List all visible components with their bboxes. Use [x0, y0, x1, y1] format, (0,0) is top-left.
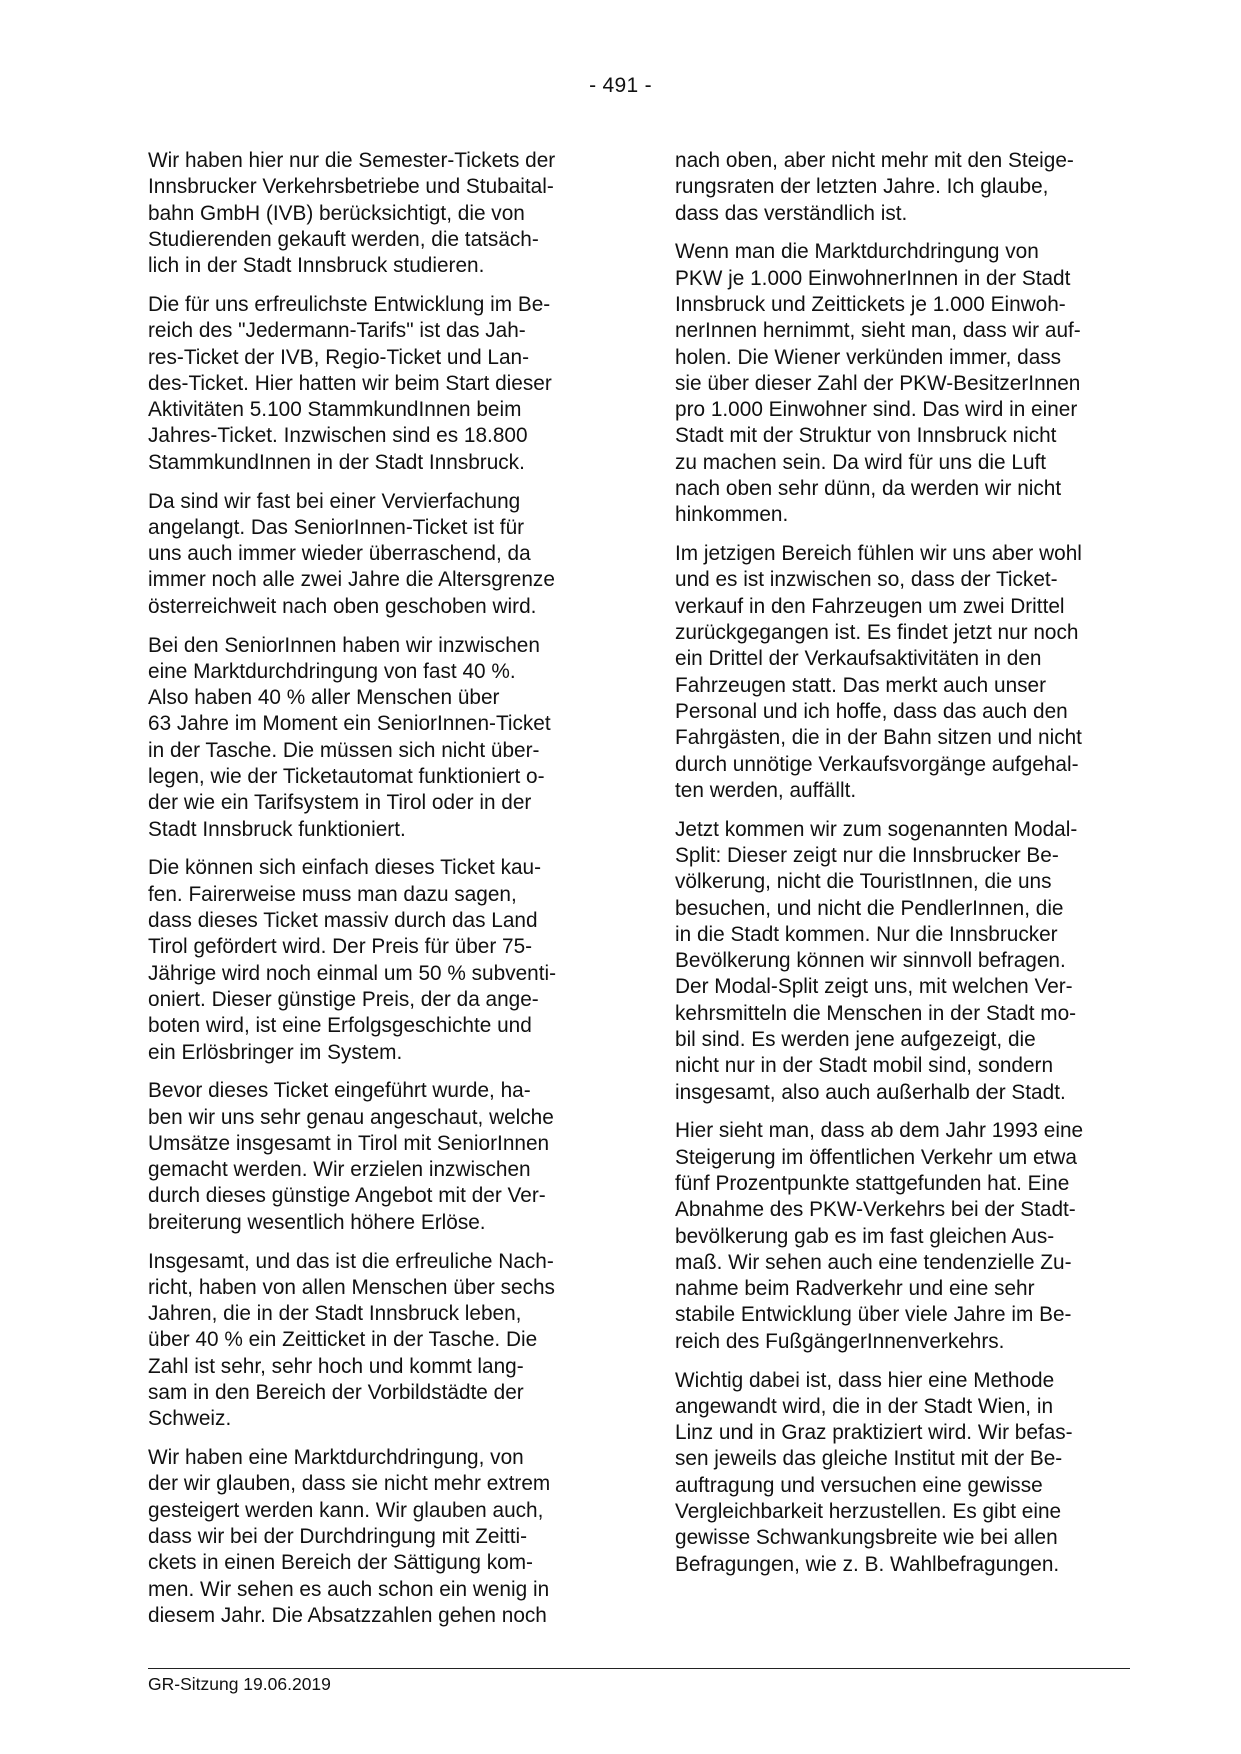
text-line: sie über dieser Zahl der PKW-BesitzerInnen [675, 371, 1081, 395]
text-line: diesem Jahr. Die Absatzzahlen gehen noch [148, 1603, 547, 1627]
text-line: boten wird, ist eine Erfolgsgeschichte und [148, 1014, 532, 1038]
text-line: holen. Die Wiener verkünden immer, dass [675, 345, 1062, 369]
text-line: ten werden, auffällt. [675, 778, 857, 802]
text-line: men. Wir sehen es auch schon ein wenig in [148, 1577, 550, 1601]
text-line: bevölkerung gab es im fast gleichen Aus- [675, 1224, 1055, 1248]
text-line: gemacht werden. Wir erzielen inzwischen [148, 1158, 531, 1182]
text-line: Wichtig dabei ist, dass hier eine Methode [675, 1368, 1055, 1392]
text-line: ben wir uns sehr genau angeschaut, welche [148, 1105, 554, 1129]
text-line: PKW je 1.000 EinwohnerInnen in der Stadt [675, 266, 1071, 290]
text-line: ein Erlösbringer im System. [148, 1040, 403, 1064]
paragraph [675, 239, 1125, 528]
text-line: rungsraten der letzten Jahre. Ich glaube, [675, 175, 1049, 199]
text-line: ein Drittel der Verkaufsaktivitäten in den [675, 647, 1042, 671]
paragraph [148, 292, 598, 476]
text-line: verkauf in den Fahrzeugen um zwei Drittel [675, 594, 1065, 618]
text-line: Der Modal-Split zeigt uns, mit welchen Ver- [675, 975, 1073, 999]
text-line: legen, wie der Ticketautomat funktioniert o- [148, 765, 545, 789]
text-line: Stadt Innsbruck funktioniert. [148, 817, 406, 841]
text-line: nahme beim Radverkehr und eine sehr [675, 1277, 1035, 1301]
text-line: Personal und ich hoffe, dass das auch den [675, 699, 1068, 723]
paragraph [148, 1445, 598, 1629]
text-line: dass dieses Ticket massiv durch das Land [148, 909, 538, 933]
text-line: bahn GmbH (IVB) berücksichtigt, die von [148, 201, 525, 225]
text-line: Hier sieht man, dass ab dem Jahr 1993 eine [675, 1119, 1084, 1143]
text-line: der wie ein Tarifsystem in Tirol oder in der [148, 791, 532, 815]
text-line: Jahren, die in der Stadt Innsbruck leben, [148, 1302, 522, 1326]
text-line: 63 Jahre im Moment ein SeniorInnen-Ticket [148, 712, 551, 736]
text-line: angewandt wird, die in der Stadt Wien, in [675, 1394, 1054, 1418]
paragraph [148, 633, 598, 843]
paragraph [675, 1368, 1125, 1578]
paragraph [675, 148, 1125, 227]
text-line: und es ist inzwischen so, dass der Ticket- [675, 568, 1058, 592]
page-number: - 491 - [589, 74, 652, 97]
text-line: Jährige wird noch einmal um 50 % subventi- [148, 961, 557, 985]
footer-divider [148, 1668, 1130, 1669]
text-line: nerInnen hernimmt, sieht man, dass wir auf- [675, 319, 1081, 343]
text-line: der wir glauben, dass sie nicht mehr extrem [148, 1472, 551, 1496]
text-line: Schweiz. [148, 1407, 232, 1431]
text-line: nicht nur in der Stadt mobil sind, sondern [675, 1054, 1054, 1078]
text-line: Im jetzigen Bereich fühlen wir uns aber wohl [675, 542, 1082, 566]
text-line: reich des FußgängerInnenverkehrs. [675, 1329, 1005, 1353]
left-column [148, 148, 598, 1642]
text-line: hinkommen. [675, 503, 789, 527]
text-line: über 40 % ein Zeitticket in der Tasche. Die [148, 1328, 538, 1352]
text-line: stabile Entwicklung über viele Jahre im Be- [675, 1303, 1072, 1327]
text-line: Aktivitäten 5.100 StammkundInnen beim [148, 398, 522, 422]
paragraph [148, 148, 598, 279]
text-line: Jahres-Ticket. Inzwischen sind es 18.800 [148, 424, 528, 448]
paragraph [148, 489, 598, 620]
text-line: nach oben, aber nicht mehr mit den Steige- [675, 149, 1074, 172]
text-line: Wir haben hier nur die Semester-Tickets der [148, 149, 556, 172]
text-line: des-Ticket. Hier hatten wir beim Start dieser [148, 371, 552, 395]
text-line: Fahrgästen, die in der Bahn sitzen und nicht [675, 726, 1082, 750]
text-line: res-Ticket der IVB, Regio-Ticket und Lan- [148, 345, 530, 369]
text-line: zurückgegangen ist. Es findet jetzt nur noch [675, 621, 1079, 645]
text-line: nach oben sehr dünn, da werden wir nicht [675, 477, 1062, 501]
text-line: lich in der Stadt Innsbruck studieren. [148, 254, 485, 278]
text-line: dass das verständlich ist. [675, 201, 908, 225]
text-line: breiterung wesentlich höhere Erlöse. [148, 1210, 486, 1234]
paragraph [675, 1118, 1125, 1355]
text-line: sen jeweils das gleiche Institut mit der Be- [675, 1447, 1063, 1471]
text-line: maß. Wir sehen auch eine tendenzielle Zu- [675, 1250, 1072, 1274]
text-line: oniert. Dieser günstige Preis, der da ange- [148, 987, 539, 1011]
text-line: pro 1.000 Einwohner sind. Das wird in einer [675, 398, 1078, 422]
paragraph [675, 817, 1125, 1106]
paragraph [148, 1249, 598, 1433]
text-line: Bevor dieses Ticket eingeführt wurde, ha- [148, 1079, 531, 1103]
text-line: gesteigert werden kann. Wir glauben auch, [148, 1498, 544, 1522]
text-line: durch dieses günstige Angebot mit der Ver- [148, 1184, 546, 1208]
text-line: uns auch immer wieder überraschend, da [148, 542, 531, 566]
text-line: fünf Prozentpunkte stattgefunden hat. Eine [675, 1171, 1070, 1195]
text-line: Befragungen, wie z. B. Wahlbefragungen. [675, 1552, 1060, 1576]
text-line: dass wir bei der Durchdringung mit Zeitti- [148, 1525, 528, 1549]
text-line: Wenn man die Marktdurchdringung von [675, 240, 1039, 264]
text-line: Wir haben eine Marktdurchdringung, von [148, 1446, 524, 1470]
text-line: besuchen, und nicht die PendlerInnen, die [675, 896, 1064, 920]
text-line: gewisse Schwankungsbreite wie bei allen [675, 1526, 1058, 1550]
paragraph [148, 1078, 598, 1236]
text-line: immer noch alle zwei Jahre die Altersgrenze [148, 568, 555, 592]
text-line: Zahl ist sehr, sehr hoch und kommt lang- [148, 1354, 524, 1378]
text-line: auftragung und versuchen eine gewisse [675, 1473, 1043, 1497]
text-line: durch unnötige Verkaufsvorgänge aufgehal- [675, 752, 1079, 776]
text-line: sam in den Bereich der Vorbildstädte der [148, 1381, 524, 1405]
paragraph [148, 855, 598, 1065]
text-line: Also haben 40 % aller Menschen über [148, 686, 500, 710]
text-line: Insgesamt, und das ist die erfreuliche Nach- [148, 1249, 554, 1273]
footer-session-date: GR-Sitzung 19.06.2019 [148, 1674, 331, 1694]
text-line: Vergleichbarkeit herzustellen. Es gibt eine [675, 1500, 1062, 1524]
text-line: Stadt mit der Struktur von Innsbruck nicht [675, 424, 1057, 448]
text-line: fen. Fairerweise muss man dazu sagen, [148, 882, 517, 906]
text-line: Bevölkerung können wir sinnvoll befragen. [675, 949, 1066, 973]
text-line: Steigerung im öffentlichen Verkehr um etwa [675, 1145, 1077, 1169]
text-line: StammkundInnen in der Stadt Innsbruck. [148, 450, 525, 474]
text-line: Umsätze insgesamt in Tirol mit SeniorInnen [148, 1131, 550, 1155]
text-line: in die Stadt kommen. Nur die Innsbrucker [675, 922, 1058, 946]
text-line: Tirol gefördert wird. Der Preis für über 75- [148, 935, 533, 959]
text-line: Die für uns erfreulichste Entwicklung im Be- [148, 292, 551, 316]
text-line: Studierenden gekauft werden, die tatsäch- [148, 227, 539, 251]
text-line: Da sind wir fast bei einer Vervierfachung [148, 489, 521, 513]
text-line: ckets in einen Bereich der Sättigung kom- [148, 1551, 533, 1575]
text-line: Split: Dieser zeigt nur die Innsbrucker Be- [675, 843, 1059, 867]
text-line: reich des "Jedermann-Tarifs" ist das Jah- [148, 319, 526, 343]
text-line: Bei den SeniorInnen haben wir inzwischen [148, 633, 540, 657]
text-line: bil sind. Es werden jene aufgezeigt, die [675, 1028, 1036, 1051]
text-line: kehrsmitteln die Menschen in der Stadt mo- [675, 1001, 1077, 1025]
text-line: Die können sich einfach dieses Ticket kau- [148, 856, 542, 880]
text-line: Innsbruck und Zeittickets je 1.000 Einwoh- [675, 292, 1066, 316]
right-column [675, 148, 1125, 1590]
text-line: völkerung, nicht die TouristInnen, die uns [675, 870, 1052, 894]
text-line: Linz und in Graz praktiziert wird. Wir befas- [675, 1421, 1073, 1445]
text-line: Innsbrucker Verkehrsbetriebe und Stubaital- [148, 175, 554, 199]
text-line: insgesamt, also auch außerhalb der Stadt. [675, 1080, 1066, 1104]
paragraph [675, 541, 1125, 804]
text-line: österreichweit nach oben geschoben wird. [148, 594, 537, 618]
text-line: angelangt. Das SeniorInnen-Ticket ist für [148, 515, 525, 539]
text-line: in der Tasche. Die müssen sich nicht über- [148, 738, 540, 762]
text-line: Jetzt kommen wir zum sogenannten Modal- [675, 817, 1078, 841]
text-line: eine Marktdurchdringung von fast 40 %. [148, 659, 516, 683]
text-line: Abnahme des PKW-Verkehrs bei der Stadt- [675, 1198, 1076, 1222]
text-line: zu machen sein. Da wird für uns die Luft [675, 450, 1047, 474]
text-line: Fahrzeugen statt. Das merkt auch unser [675, 673, 1047, 697]
text-line: richt, haben von allen Menschen über sechs [148, 1275, 555, 1299]
